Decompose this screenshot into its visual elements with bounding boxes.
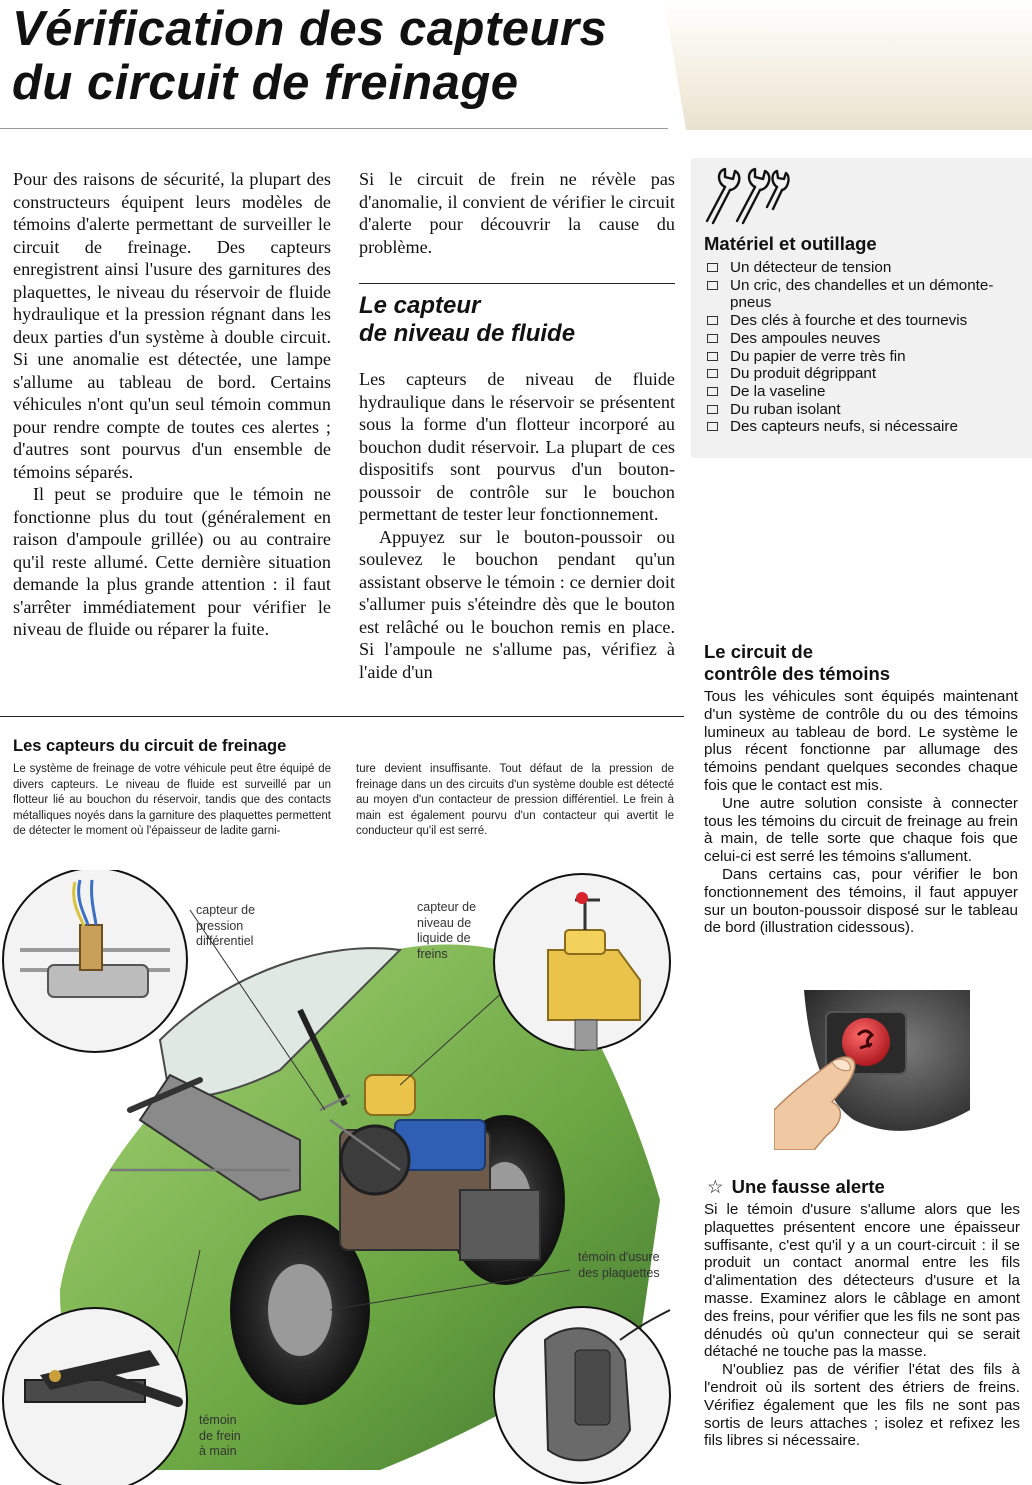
dashboard-button-illustration [774,990,970,1150]
header-rule [0,128,668,129]
battery [460,1190,540,1260]
brake-fluid-reservoir [365,1075,415,1115]
list-item-label: Un détecteur de tension [730,259,892,276]
list-item-label: Un cric, des chandelles et un démonte-pneus [730,276,994,312]
list-item-label: Du produit dégrippant [730,365,877,383]
pad-wear-sensor-inset [494,1307,670,1483]
column1-paragraph: Pour des raisons de sécurité, la plupart des constructeurs équipent leurs modèles de témoins d'alerte permettant de surveiller le circuit de freinage. Des capteurs enregistrent ainsi l'usure des garnitures des plaquettes, le niveau du réservoir de fluide hydraulique et la pression régnant dans les deux parties d'un système à double circuit. Si une anomalie est détectée, une lampe s'allume au tableau de bord. Certains véhicules n'ont qu'un seul témoin commun pour rendre compte de toutes ces alertes ; d'autres sont pourvus d'un ensemble de témoins séparés. [13,169,331,482]
header-corner-tab [664,0,1032,130]
callout-pad-wear: témoin d'usure des plaquettes [578,1250,660,1280]
illustration-caption-part2: ture devient insuffisante. Tout défaut de la pression de freinage dans un des circuits d'un système double est détecté au moyen d'un contacteur de pression différentiel. Le frein à main est également pourvu d'un contacteur qui avertit le conducteur qu'il est serré. [356,763,674,837]
list-item [706,365,1024,383]
section-rule [359,283,675,284]
alert-paragraph: N'oubliez pas de vérifier l'état des fils à l'endroit où ils sortent des étriers de freins. Vérifiez également que les fils ne sont pas sortis de leurs attaches ; isolez et refixez les fils libres si nécessaire. [704,1361,1020,1450]
illustration-caption-part1: Le système de freinage de votre véhicule peut être équipé de divers capteurs. Le niveau de fluide est surveillé par un flotteur lié au bouchon du réservoir, tandis que des contacts métalliques noyés dans la garniture des plaquettes permettent de détecter le moment où l'épaisseur de ladite garni- [13,763,331,837]
callout-handbrake: témoin de frein à main [199,1413,241,1458]
page-header [0,0,1032,130]
handbrake-switch-inset [3,1308,187,1485]
list-item [706,383,1024,401]
materials-title: Matériel et outillage [704,233,877,254]
list-item-label: Du papier de verre très fin [730,347,906,365]
checkbox-icon [707,263,718,272]
list-item-label: Des ampoules neuves [730,329,881,347]
circuit-paragraph: Tous les véhicules sont équipés maintenant d'un système de contrôle du ou des témoins lumineux au tableau de bord. Le système le plus récent fonctionne par allumage des témoins pendant quelques secondes chaque fois que le contact est mis. [704,688,1018,794]
article-column-1 [13,168,331,641]
checkbox-icon [707,422,718,431]
column2-paragraph: Les capteurs de niveau de fluide hydraulique dans le réservoir se présentent sous la forme d'un flotteur incorporé au bouchon dudit réservoir. La plupart de ces dispositifs sont pourvus d'un bouton-poussoir de contrôle sur le bouchon permettant de tester leur fonctionnement. [359,369,675,524]
checkbox-icon [707,316,718,325]
checkbox-icon [707,334,718,343]
article-column-2 [359,368,675,683]
circuit-text [704,688,1018,937]
column1-paragraph: Il peut se produire que le témoin ne fonctionne plus du tout (généralement en raison d'ampoule grillée) ou au contraire qu'il reste allumé. Cette dernière situation demande la plus grande attention : il faut s'arrêter immédiatement pour vérifier le niveau de fluide ou réparer la fuite. [13,484,331,639]
circuit-paragraph: Dans certains cas, pour vérifier le bon fonctionnement des témoins, il faut appuyer sur un bouton-poussoir disposé sur le tableau de bord (illustration cidessous). [704,865,1018,937]
illustration-caption [13,762,331,840]
illustration-caption [356,762,674,840]
false-alert-title: Une fausse alerte [731,1176,885,1197]
checkbox-icon [707,352,718,361]
star-icon: ☆ [707,1176,724,1197]
list-item [706,401,1024,419]
fluid-sensor-heading: Le capteur de niveau de fluide [359,292,576,347]
checkbox-icon [707,369,718,378]
list-item [706,348,1024,366]
checkbox-icon [707,405,718,414]
list-item-label: Du ruban isolant [730,400,841,418]
false-alert-heading [707,1176,885,1198]
materials-list [706,259,1024,436]
fluid-level-sensor-inset [494,874,670,1050]
circuit-heading: Le circuit de contrôle des témoins [704,641,891,684]
list-item-label: Des capteurs neufs, si nécessaire [730,418,958,436]
checkbox-icon [707,387,718,396]
wrench-icon [703,165,793,227]
list-item [706,312,1024,330]
list-item-label: De la vaseline [730,382,826,400]
alert-paragraph: Si le témoin d'usure s'allume alors que les plaquettes présentent encore une épaisseur suffisante, c'est qu'il y a un court-circuit : il se produit un contact anormal entre les fils d'alimentation des détecteurs d'usure et la masse. Examinez alors le câblage en amont des freins, pour vérifier que les fils ne sont pas dénudés où qu'un connecteur qui se serait détaché ne touche pas la masse. [704,1201,1020,1361]
list-item [706,418,1024,436]
differential-sensor-inset [3,870,187,1052]
column2-intro: Si le circuit de frein ne révèle pas d'anomalie, il convient de vérifier le circuit d'alerte pour découvrir la cause du problème. [359,169,675,257]
section-rule [0,716,684,717]
list-item [706,259,1024,277]
list-item [706,277,1024,312]
brake-system-illustration [0,870,688,1485]
illustration-title: Les capteurs du circuit de freinage [13,737,287,755]
column2-paragraph: Appuyez sur le bouton-poussoir ou soulevez le bouchon pendant qu'un assistant observe le témoin : ce dernier doit s'allumer puis s'éteindre dès que le bouton est relâché ou le bouchon remis en place. Si l'ampoule ne s'allume pas, vérifiez à l'aide d'un [359,526,675,682]
circuit-paragraph: Une autre solution consiste à connecter tous les témoins du circuit de freinage au frein à main, de telle sorte que chaque fois que celui-ci est serré les témoins s'allument. [704,794,1018,866]
callout-fluid-level-sensor: capteur de niveau de liquide de freins [417,900,477,961]
callout-differential-sensor: capteur de pression différentiel [196,903,256,948]
page-title: Vérification des capteurs du circuit de freinage [12,2,608,110]
false-alert-text [704,1201,1020,1450]
article-column-2-intro [359,168,675,258]
list-item-label: Des clés à fourche et des tournevis [730,312,968,330]
checkbox-icon [707,281,718,290]
list-item [706,330,1024,348]
